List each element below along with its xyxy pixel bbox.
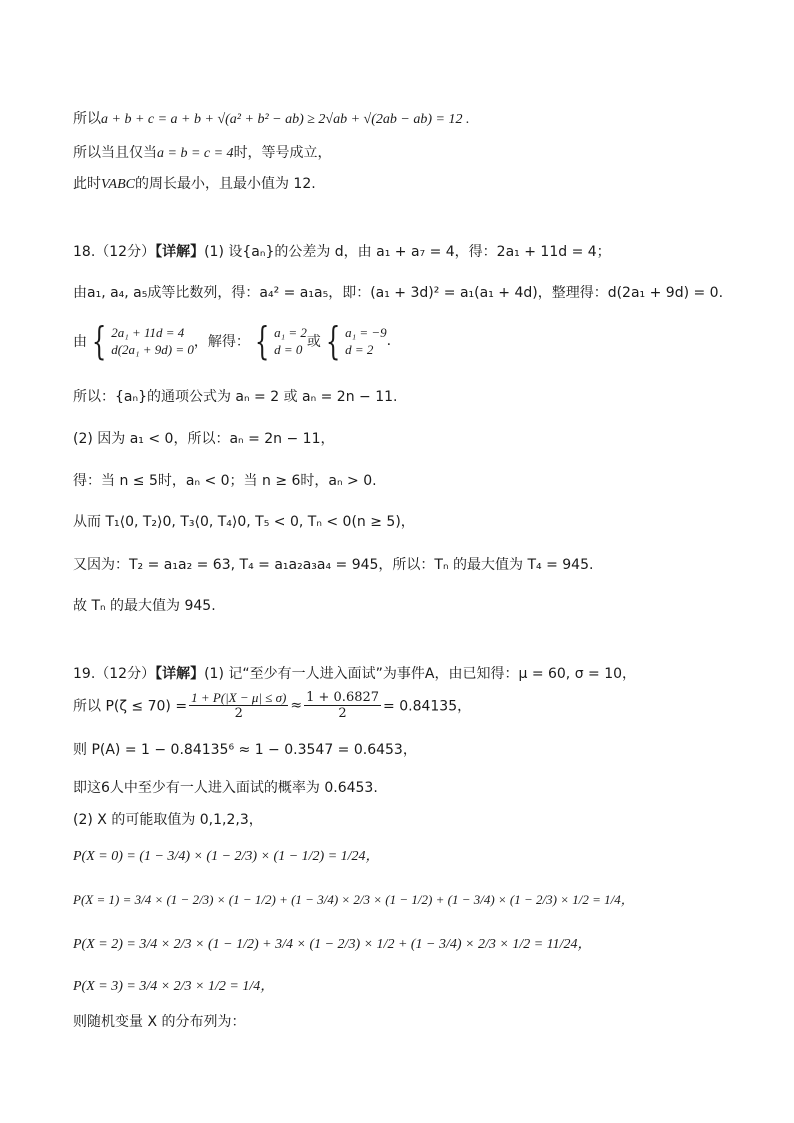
s17-line-1 bbox=[73, 109, 469, 130]
s19-f2-num: 1 + 0.6827 bbox=[306, 690, 380, 705]
s18-header: 18.（12分） bbox=[73, 244, 156, 260]
s19-f2-den: 2 bbox=[338, 706, 347, 721]
s19-p2 bbox=[73, 934, 592, 955]
s19-approx: ≈ bbox=[290, 697, 303, 714]
s19-p3-formula: P(X = 3) = 3/4 × 2/3 × 1/2 = 1/4， bbox=[73, 979, 275, 994]
s19-l3: 则 P(A) = 1 − 0.84135⁶ ≈ 1 − 0.3547 = 0.6453， bbox=[73, 742, 417, 758]
s18-l2: 由a₁, a₄, a₅成等比数列，得：a₄² = a₁a₅，即：(a₁ + 3d)² = a₁(a₁ + 4d)，整理得：d(2a₁ + 9d) = 0. bbox=[73, 285, 724, 301]
s19-line-2 bbox=[73, 690, 471, 721]
s18-brace-2: { bbox=[254, 319, 270, 363]
s19-f1-num: 1 + P(|X − μ| ≤ σ) bbox=[191, 690, 287, 705]
s19-line-1 bbox=[73, 664, 636, 684]
s18-sys2-row-b: d = 0 bbox=[274, 342, 303, 357]
s19-line-4 bbox=[73, 778, 378, 798]
s19-p0 bbox=[73, 846, 380, 867]
s18-system-3 bbox=[345, 324, 387, 358]
s18-system-2 bbox=[274, 324, 307, 358]
s18-brace-3: { bbox=[325, 319, 341, 363]
s19-p1-formula: P(X = 1) = 3/4 × (1 − 2/3) × (1 − 1/2) + (1 − 3/4) × 2/3 × (1 − 1/2) + (1 − 3/4) × (1 − 2/3) × 1/2 = 1/4， bbox=[73, 892, 634, 907]
s18-line-2 bbox=[73, 283, 723, 303]
s18-line-3 bbox=[73, 319, 392, 363]
s19-p1 bbox=[73, 890, 634, 910]
s17-line-3 bbox=[73, 174, 316, 195]
s18-l7: 从而 T₁⟨0, T₂⟩0, T₃⟨0, T₄⟩0, T₅ < 0, Tₙ < 0(n ≥ 5)， bbox=[73, 514, 415, 530]
s18-l5: (2) 因为 a₁ < 0，所以：aₙ = 2n − 11， bbox=[73, 431, 335, 447]
s17-l3-text: 此时 bbox=[73, 176, 101, 192]
s18-line-6 bbox=[73, 471, 377, 491]
s18-sys2-row-a: a₁ = 2 bbox=[274, 325, 307, 340]
s18-header-bold: 【详解】 bbox=[155, 244, 205, 260]
s19-last-text: 则随机变量 X 的分布列为： bbox=[73, 1014, 246, 1030]
s18-l3-text: 由 bbox=[73, 334, 87, 350]
s19-line-5 bbox=[73, 810, 263, 830]
s18-or: 或 bbox=[306, 334, 321, 350]
s18-brace-1: { bbox=[91, 319, 107, 363]
s18-system-1 bbox=[111, 324, 194, 358]
s18-l4: 所以：{aₙ}的通项公式为 aₙ = 2 或 aₙ = 2n − 11. bbox=[73, 389, 398, 405]
s17-l1-text: 所以 bbox=[73, 111, 101, 127]
s18-l3-text-b: ，解得： bbox=[193, 334, 250, 350]
s17-l3-math: VABC bbox=[101, 177, 135, 192]
s18-sys3-row-a: a₁ = −9 bbox=[345, 325, 387, 340]
s17-l2-text-b: 时，等号成立， bbox=[233, 145, 332, 161]
s19-l2-text: 所以 P(ζ ≤ 70) = bbox=[73, 698, 188, 715]
s18-line-8 bbox=[73, 555, 593, 575]
s17-line-2 bbox=[73, 143, 332, 164]
s18-l1: (1) 设{aₙ}的公差为 d，由 a₁ + a₇ = 4，得：2a₁ + 11d = 4； bbox=[204, 244, 611, 260]
s18-l6: 得：当 n ≤ 5时，aₙ < 0；当 n ≥ 6时，aₙ > 0. bbox=[73, 473, 377, 489]
s19-line-3 bbox=[73, 740, 417, 760]
s17-l2-text-a: 所以当且仅当 bbox=[73, 145, 157, 161]
s18-line-4 bbox=[73, 387, 397, 407]
s18-sys1-row-a: 2a₁ + 11d = 4 bbox=[111, 325, 185, 340]
s18-sys3-row-b: d = 2 bbox=[345, 342, 374, 357]
s19-l1: (1) 记“至少有一人进入面试”为事件A，由已知得：μ = 60, σ = 10， bbox=[204, 666, 637, 682]
s18-line-1 bbox=[73, 242, 611, 262]
s18-l3-end: . bbox=[386, 333, 392, 349]
s19-l5: (2) X 的可能取值为 0,1,2,3， bbox=[73, 812, 263, 828]
s18-sys1-row-b: d(2a₁ + 9d) = 0 bbox=[111, 342, 194, 357]
s19-header-bold: 【详解】 bbox=[155, 666, 205, 682]
s18-line-9 bbox=[73, 596, 216, 616]
s17-l3-text-b: 的周长最小，且最小值为 12. bbox=[134, 176, 316, 192]
s19-l2-end: = 0.84135， bbox=[383, 698, 472, 715]
s19-p2-formula: P(X = 2) = 3/4 × 2/3 × (1 − 1/2) + 3/4 × (1 − 2/3) × 1/2 + (1 − 3/4) × 2/3 × 1/2 = 11/24， bbox=[73, 937, 592, 952]
s19-fraction-2 bbox=[304, 690, 381, 721]
s18-l9: 故 Tₙ 的最大值为 945. bbox=[73, 598, 216, 614]
s18-line-7 bbox=[73, 512, 415, 532]
s18-l8: 又因为：T₂ = a₁a₂ = 63, T₄ = a₁a₂a₃a₄ = 945，所以：Tₙ 的最大值为 T₄ = 945. bbox=[73, 557, 594, 573]
s17-l1-math: a + b + c = a + b + √(a² + b² − ab) ≥ 2√ab + √(2ab − ab) = 12 . bbox=[101, 112, 470, 127]
s19-last bbox=[73, 1012, 246, 1032]
s19-f1-den: 2 bbox=[234, 706, 243, 721]
s19-p0-formula: P(X = 0) = (1 − 3/4) × (1 − 2/3) × (1 − 1/2) = 1/24， bbox=[73, 849, 380, 864]
s19-l4: 即这6人中至少有一人进入面试的概率为 0.6453. bbox=[73, 780, 378, 796]
s17-l2-math: a = b = c = 4 bbox=[157, 146, 234, 161]
s19-p3 bbox=[73, 976, 274, 997]
s18-line-5 bbox=[73, 429, 334, 449]
s19-header: 19.（12分） bbox=[73, 666, 156, 682]
s19-fraction-1 bbox=[189, 690, 288, 721]
